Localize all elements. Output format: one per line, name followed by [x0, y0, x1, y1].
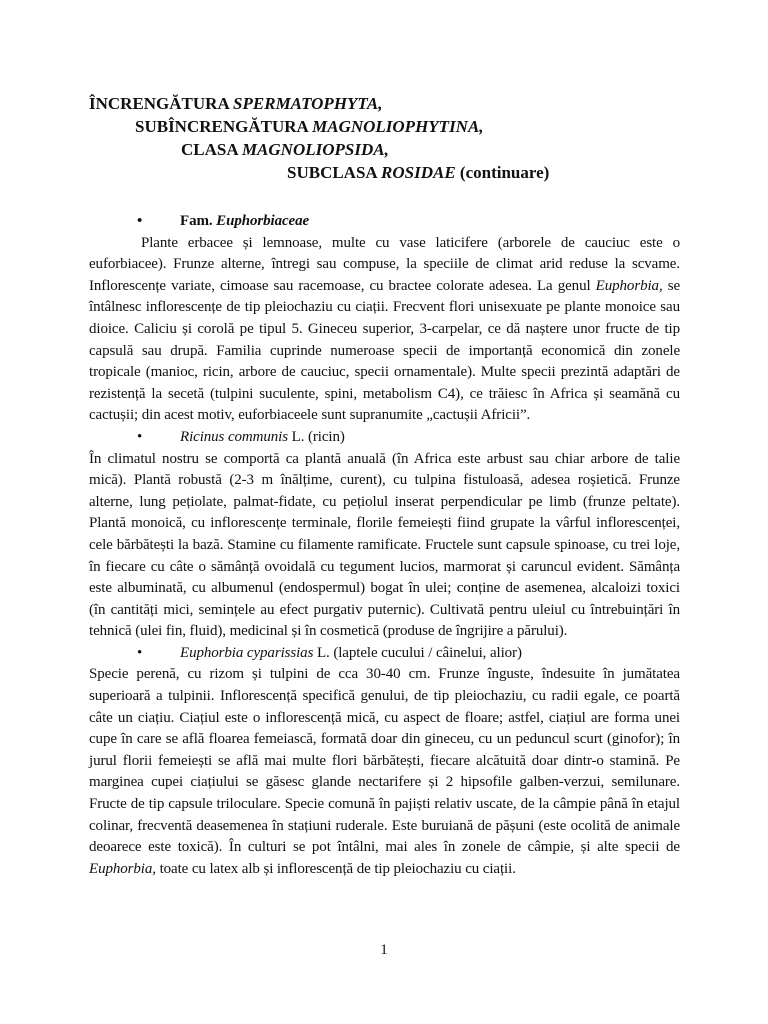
- heading-division-taxon: SPERMATOPHYTA,: [233, 94, 383, 113]
- heading-subclass-taxon: ROSIDAE: [381, 163, 456, 182]
- bullet-dot: •: [137, 213, 143, 229]
- heading-subclass: [89, 161, 689, 184]
- bullet-dot: •: [137, 644, 143, 661]
- page-number: 1: [380, 942, 388, 958]
- heading-class-taxon: MAGNOLIOPSIDA,: [241, 140, 389, 159]
- paragraph-euphorbiaceae: [89, 233, 680, 427]
- heading-class: [89, 138, 689, 161]
- heading-block: [89, 92, 689, 184]
- bullet-prefix: Fam.: [180, 213, 217, 229]
- bullet-taxon: Ricinus communis: [180, 428, 288, 445]
- paragraph-text-segment: În climatul nostru se comportă ca plantă anuală (în Africa este arbust sau chiar arbore de talie mică). Plantă robustă (2-3 m înălțime, curent), cu tulpina fistuloasă, adesea roșietică. Frunze alterne, lung pețiolate, palmat-fidate, cu pețiolul inserat perpendicular pe limb (frunze peltate). Plantă monoică, cu inflorescențe terminale, florile femeiești fiind grupate la vârful inflorescenței, cele bărbătești la bază. Stamine cu filamente ramificate. Fructele sunt capsule spinoase, cu trei loje, în fiecare cu câte o sămânță ovoidală cu tegument lucios, marmorat și caruncul evident. Sămânța este albuminată, cu albumenul (endospermul) bogat în ulei; conține de asemenea, alcaloizi toxici (în cantități mici, semințele au efect purgativ puternic). Cultivată pentru uleiul cu întrebuințări în tehnică (ulei fin, fluid), medicinal și în cosmetică (produse de îngrijire a părului).: [89, 450, 680, 640]
- document-body: [89, 211, 680, 880]
- heading-division: [89, 92, 689, 115]
- bullet-taxon: Euphorbia cyparissias: [180, 644, 314, 661]
- paragraph-euphorbia-cyparissias: [89, 664, 680, 880]
- heading-subdivision-label: SUBÎNCRENGĂTURA: [135, 117, 313, 136]
- paragraph-ricinus-communis: [89, 449, 680, 643]
- bullet-suffix: L. (ricin): [287, 428, 345, 445]
- bullet-ricinus-communis: [89, 427, 680, 449]
- heading-division-label: ÎNCRENGĂTURA: [89, 94, 234, 113]
- bullet-family-euphorbiaceae: [89, 211, 680, 233]
- bullet-dot: •: [137, 428, 143, 445]
- bullet-suffix: L. (laptele cucului / câinelui, alior): [313, 644, 522, 661]
- bullet-euphorbia-cyparissias: [89, 643, 680, 665]
- bullet-taxon: Euphorbiaceae: [216, 213, 310, 229]
- heading-subdivision: [89, 115, 689, 138]
- paragraph-text-segment: Plante erbacee și lemnoase, multe cu vase laticifere (arborele de cauciuc este o euforbiacee). Frunze alterne, întregi sau compuse, la speciile de climat arid reduse la scvame. Inflorescențe variate, cimoase sau racemoase, cu bractee colorate adesea. La genul: [89, 234, 680, 294]
- heading-subclass-label: SUBCLASA: [287, 163, 382, 182]
- heading-subdivision-taxon: MAGNOLIOPHYTINA,: [312, 117, 484, 136]
- heading-subclass-suffix: (continuare): [455, 163, 550, 182]
- paragraph-text-segment: se întâlnesc inflorescențe de tip pleiochaziu cu ciații. Frecvent flori unisexuate pe plante monoice sau dioice. Caliciu și corolă pe tipul 5. Gineceu superior, 3-carpelar, ce dă naștere unor fructe de tip capsulă sau drupă. Familia cuprinde numeroase specii de importanță economică din zonele tropicale (manioc, ricin, arbore de cauciuc, specii ornamentale). Multe specii prezintă adaptări de rezistență la secetă (tulpini suculente, spini, metabolism C4), ce trăiesc în Africa și seamănă cu cactușii; din acest motiv, euforbiaceele sunt supranumite „cactușii Africii”.: [89, 277, 680, 424]
- paragraph-text-segment: Specie perenă, cu rizom și tulpini de cca 30-40 cm. Frunze înguste, îndesuite în jumătatea superioară a tulpinii. Inflorescență specifică genului, de tip pleiochaziu, cu radii egale, ce poartă câte un ciațiu. Ciațiul este o inflorescență mică, cu aspect de floare; astfel, ciațiul are forma unei cupe în care se află floarea femeiască, formată doar din gineceu, cu un peduncul scurt (ginofor); în jurul florii femeiești se află mai multe flori bărbătești, fiecare alcătuită doar dintr-o stamină. Pe marginea cupei ciațiului se găsesc glande nectarifere și 2 hipsofile galben-verzui, semilunare. Fructe de tip capsule triloculare. Specie comună în pajiști relativ uscate, de la câmpie până în etajul colinar, frecventă deasemenea în stațiuni ruderale. Este buruiană de pășuni (este ocolită de animale deoarece este toxică). În culturi se pot întâlni, mai ales în zonele de câmpie, și alte specii de: [89, 666, 680, 856]
- paragraph-italic-segment: Euphorbia,: [595, 277, 663, 294]
- paragraph-text-segment: toate cu latex alb și inflorescență de tip pleiochaziu cu ciații.: [155, 860, 516, 877]
- paragraph-italic-segment: Euphorbia,: [89, 860, 156, 877]
- heading-class-label: CLASA: [181, 140, 242, 159]
